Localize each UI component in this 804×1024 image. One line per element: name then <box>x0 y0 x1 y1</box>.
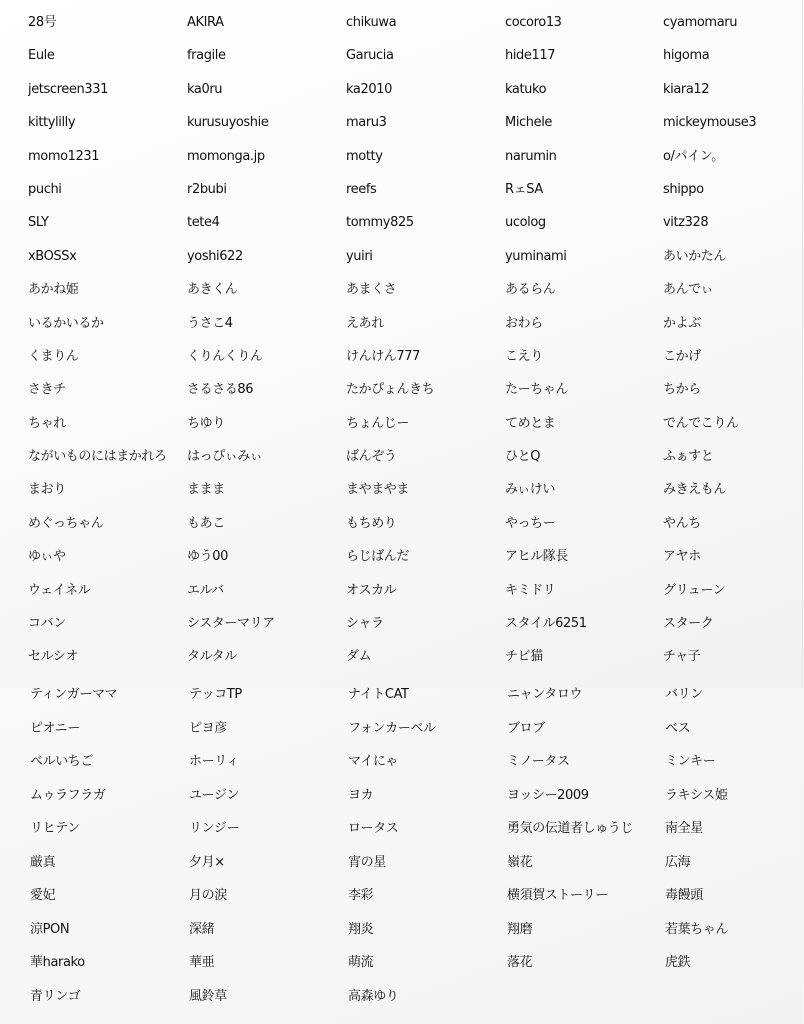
name-entry: 毒饅頭 <box>665 888 703 903</box>
name-entry: 広海 <box>665 854 691 870</box>
name-entry: 高森ゆり <box>348 988 399 1004</box>
name-entry: ロータス <box>348 821 399 836</box>
name-entry: 28号 <box>28 15 57 30</box>
name-entry: 月の涙 <box>189 888 227 903</box>
name-entry: アヤホ <box>663 549 701 565</box>
name-entry: higoma <box>663 48 710 64</box>
name-entry: kiara12 <box>663 81 710 97</box>
name-entry: みきえもん <box>663 482 727 498</box>
name-entry: yuiri <box>346 248 373 264</box>
name-entry: ユージン <box>189 787 239 803</box>
name-entry: おわら <box>505 315 543 331</box>
name-entry: kittylilly <box>28 115 76 131</box>
name-entry: tommy825 <box>346 215 414 231</box>
name-entry: みぃけい <box>505 482 556 498</box>
name-entry: ままま <box>187 482 225 498</box>
name-entry: かよぶ <box>663 315 701 331</box>
name-entry: シャラ <box>346 616 384 632</box>
name-entry: vitz328 <box>663 215 709 231</box>
name-entry: narumin <box>505 148 557 164</box>
name-entry: セルシオ <box>28 649 79 665</box>
name-entry: 深緒 <box>189 921 215 937</box>
name-entry: 涼PON <box>30 921 70 937</box>
name-entry: ウェイネル <box>28 582 91 598</box>
name-entry: ばんぞう <box>346 449 397 465</box>
name-entry: Michele <box>505 115 553 131</box>
name-entry: 萌流 <box>348 955 374 970</box>
name-entry: 横須賀ストーリー <box>507 888 608 903</box>
name-list-top <box>0 6 804 674</box>
name-entry: Garucia <box>346 48 394 64</box>
name-entry: グリューン <box>663 582 726 598</box>
name-entry: チャ子 <box>663 649 701 665</box>
name-entry: ゆう00 <box>187 549 228 565</box>
name-entry: yoshi622 <box>187 248 243 264</box>
name-entry: ダム <box>346 649 372 665</box>
name-entry: リンジー <box>189 821 240 836</box>
name-entry: こえり <box>505 348 543 364</box>
name-entry: motty <box>346 148 383 164</box>
name-entry: SLY <box>28 215 49 231</box>
name-entry: エルバ <box>187 582 224 598</box>
name-entry: スターク <box>663 616 714 632</box>
name-entry: リヒテン <box>30 821 80 836</box>
name-entry: くりんくりん <box>187 348 263 364</box>
name-entry: てめとま <box>505 415 556 431</box>
name-entry: もちめり <box>346 515 397 531</box>
name-entry: fragile <box>187 48 226 64</box>
name-entry: いるかいるか <box>28 315 104 331</box>
name-entry: まやまやま <box>346 482 410 498</box>
name-entry: 宵の星 <box>348 854 386 870</box>
name-entry: けんけん777 <box>346 348 421 364</box>
name-entry: 華harako <box>30 955 85 970</box>
name-entry: 華亜 <box>189 955 215 970</box>
name-entry: ニャンタロウ <box>507 687 583 702</box>
name-entry: キミドリ <box>505 582 556 598</box>
name-entry: あるらん <box>505 282 556 298</box>
name-entry: うさこ4 <box>187 315 233 331</box>
name-entry: maru3 <box>346 115 387 131</box>
name-entry: ミノータス <box>507 754 570 769</box>
name-entry: 南全星 <box>665 821 703 836</box>
name-entry: オスカル <box>346 582 397 598</box>
name-entry: ながいものにはまかれろ <box>28 449 167 465</box>
name-entry: マイにゃ <box>348 754 398 769</box>
name-entry: はっぴぃみぃ <box>187 449 263 465</box>
name-entry: ちから <box>663 382 701 398</box>
name-entry: ちゃれ <box>28 415 66 431</box>
name-entry: cyamomaru <box>663 15 738 30</box>
name-entry: ベルいちご <box>30 754 94 769</box>
name-entry: ヨカ <box>348 787 374 803</box>
name-entry: チビ猫 <box>505 649 543 665</box>
name-entry: 李彩 <box>348 888 374 903</box>
name-entry: 風鈴草 <box>189 988 227 1004</box>
name-entry: あかね姫 <box>28 282 79 298</box>
name-entry: たーちゃん <box>505 382 569 398</box>
name-entry: 青リンゴ <box>30 988 81 1004</box>
name-entry: シスターマリア <box>187 616 275 632</box>
name-entry: こかげ <box>663 348 701 364</box>
name-entry: 虎鉄 <box>665 955 691 970</box>
name-entry: まおり <box>28 482 66 498</box>
name-entry: ヨッシー2009 <box>507 787 589 803</box>
name-entry: くまりん <box>28 348 79 364</box>
name-entry: ka2010 <box>346 81 392 97</box>
name-entry: shippo <box>663 181 704 197</box>
name-entry: スタイル6251 <box>505 616 587 632</box>
name-entry: やんち <box>663 515 701 531</box>
name-entry: あんでぃ <box>663 282 714 298</box>
name-entry: えあれ <box>346 315 384 331</box>
name-entry: mickeymouse3 <box>663 115 757 131</box>
name-entry: AKIRA <box>187 15 224 30</box>
name-entry: ムゥラフラガ <box>30 787 106 803</box>
name-entry: あいかたん <box>663 248 727 264</box>
name-entry: タルタル <box>187 649 237 665</box>
name-entry: momonga.jp <box>187 148 265 164</box>
name-entry: 若葉ちゃん <box>665 921 729 937</box>
name-entry: 落花 <box>507 955 533 970</box>
name-entry: cocoro13 <box>505 15 562 30</box>
name-entry: hide117 <box>505 48 556 64</box>
name-entry: momo1231 <box>28 148 100 164</box>
name-entry: さるさる86 <box>187 382 254 398</box>
name-entry: でんでこりん <box>663 415 739 431</box>
name-entry: Eule <box>28 48 55 64</box>
name-entry: o/パイン。 <box>663 148 724 164</box>
name-entry: バリン <box>665 687 703 702</box>
name-entry: 勇気の伝道者しゅうじ <box>507 821 634 836</box>
name-entry: RェSA <box>505 181 543 197</box>
name-entry: テッコTP <box>189 687 242 702</box>
name-entry: ラキシス姫 <box>665 787 728 803</box>
name-entry: ka0ru <box>187 81 223 97</box>
name-entry: chikuwa <box>346 15 397 30</box>
name-entry: フォンカーベル <box>348 720 436 736</box>
name-entry: ミンキー <box>665 754 716 769</box>
name-entry: ピオニー <box>30 720 80 736</box>
name-entry: もあこ <box>187 515 225 531</box>
name-entry: アヒル隊長 <box>505 549 569 565</box>
name-entry: あきくん <box>187 282 238 298</box>
name-entry: ブロブ <box>507 720 545 736</box>
name-entry: ひとQ <box>505 449 541 465</box>
name-entry: 夕月× <box>189 854 225 870</box>
name-entry: さきチ <box>28 382 66 398</box>
name-entry: tete4 <box>187 215 220 231</box>
name-entry: ふぁすと <box>663 449 714 465</box>
name-entry: たかぴょんきち <box>346 382 435 398</box>
name-entry: ucolog <box>505 215 546 231</box>
name-entry: やっちー <box>505 515 556 531</box>
name-entry: kurusuyoshie <box>187 115 269 131</box>
name-entry: reefs <box>346 181 377 197</box>
name-entry: 厳真 <box>30 854 56 870</box>
name-entry: jetscreen331 <box>28 81 108 97</box>
name-entry: 翔炎 <box>348 921 374 937</box>
name-list-bottom <box>0 678 804 1013</box>
name-entry: katuko <box>505 81 547 97</box>
name-entry: ちょんじー <box>346 415 410 431</box>
name-entry: puchi <box>28 181 62 197</box>
name-entry: らじばんだ <box>346 549 410 565</box>
name-entry: ベス <box>665 720 691 736</box>
name-entry: yuminami <box>505 248 567 264</box>
name-entry: ティンガーママ <box>30 687 118 702</box>
name-entry: コバン <box>28 616 66 632</box>
name-entry: ちゆり <box>187 415 225 431</box>
name-entry: めぐっちゃん <box>28 515 104 531</box>
name-entry: あまくさ <box>346 282 397 298</box>
name-entry: ホーリィ <box>189 754 239 769</box>
name-entry: 愛妃 <box>30 888 56 903</box>
name-entry: 嶺花 <box>507 854 533 870</box>
name-entry: ナイトCAT <box>348 687 409 702</box>
name-entry: 翔磨 <box>507 921 533 937</box>
name-entry: xBOSSx <box>28 248 77 264</box>
name-entry: ゆぃや <box>28 549 66 565</box>
name-entry: r2bubi <box>187 181 227 197</box>
name-entry: ピヨ彦 <box>189 720 227 736</box>
